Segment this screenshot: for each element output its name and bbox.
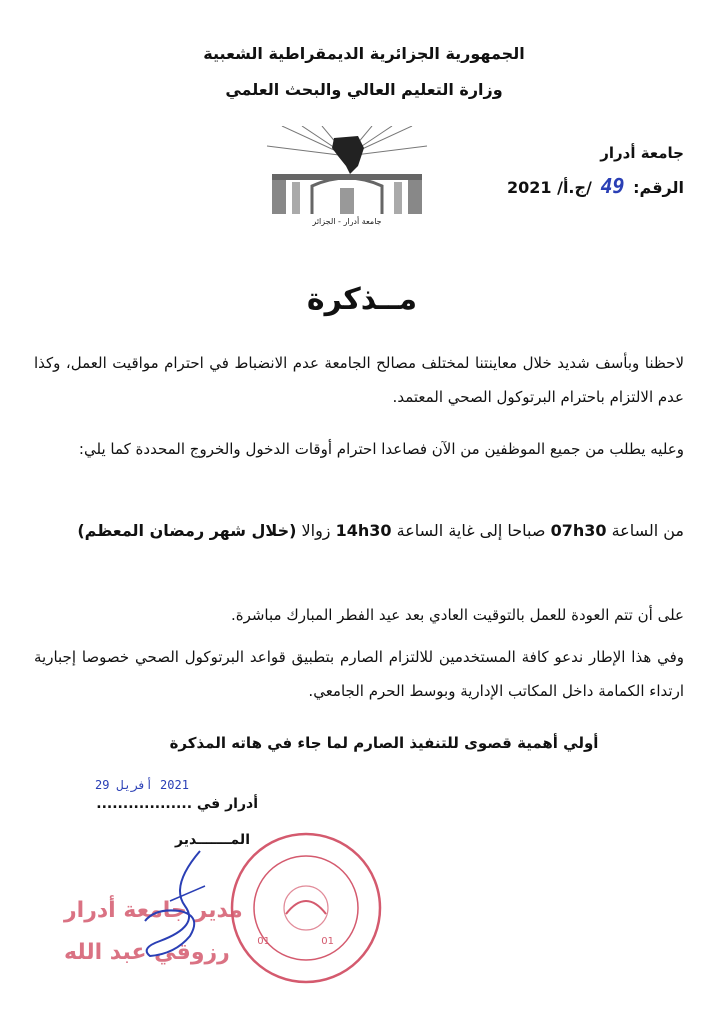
reference-code: /ج.أ/ [557, 178, 592, 197]
memo-title: مــذكرة [306, 282, 418, 317]
place-date-line [96, 796, 258, 812]
hours-text-a: من الساعة [606, 521, 684, 540]
signature-title: مدير جامعة أدرار [64, 898, 243, 923]
director-label: المـــــــدير [175, 832, 250, 848]
logo-caption: جامعة أدرار - الجزائر [312, 217, 382, 226]
hours-text-b: صباحا إلى غاية الساعة [391, 521, 551, 540]
handwritten-signature-icon [130, 846, 220, 966]
svg-text:01: 01 [257, 936, 270, 947]
reference-year: 2021 [506, 178, 552, 197]
paragraph-hours [34, 514, 684, 548]
seal-stamp-icon [226, 828, 386, 988]
paragraph-2: وعليه يطلب من جميع الموظفين من الآن فصاعدا احترام أوقات الدخول والخروج المحددة كما يلي: [78, 440, 684, 458]
ramadan-note: (خلال شهر رمضان المعظم) [77, 521, 297, 540]
paragraph-emphasis: أولي أهمية قصوى للتنفيذ الصارم لما جاء في هاته المذكرة [169, 734, 599, 752]
reference-line [507, 174, 684, 198]
header-ministry: وزارة التعليم العالي والبحث العلمي [225, 80, 503, 99]
paragraph-1: لاحظنا وبأسف شديد خلال معاينتنا لمختلف مصالح الجامعة عدم الانضباط في احترام مواقيت العمل، وكذا عدم الالتزام باحترام البرتوكول الصحي المعتمد. [34, 354, 684, 406]
reference-label: الرقم: [633, 178, 684, 197]
signature-name: رزوقي عبد الله [64, 940, 230, 965]
reference-number: 49 [600, 174, 625, 198]
header-republic: الجمهورية الجزائرية الديمقراطية الشعبية [203, 44, 525, 63]
university-name: جامعة أدرار [600, 144, 684, 162]
date-stamp: 2021 أفريل 29 [95, 778, 189, 792]
paragraph-4: على أن تتم العودة للعمل بالتوقيت العادي بعد عيد الفطر المبارك مباشرة. [230, 606, 684, 624]
paragraph-5: وفي هذا الإطار ندعو كافة المستخدمين للالتزام الصارم بتطبيق قواعد البرتوكول الصحي خصوصا إجبارية ارتداء الكمامة داخل المكاتب الإدارية وبوسط الحرم الجامعي. [34, 648, 684, 700]
hours-text-c: زوالا [296, 521, 336, 540]
date-dots: .................. [96, 796, 193, 812]
place-label: أدرار في [196, 796, 258, 812]
start-time: 07h30 [550, 521, 607, 540]
svg-text:01: 01 [321, 936, 334, 947]
end-time: 14h30 [335, 521, 392, 540]
university-logo-icon [262, 126, 432, 226]
